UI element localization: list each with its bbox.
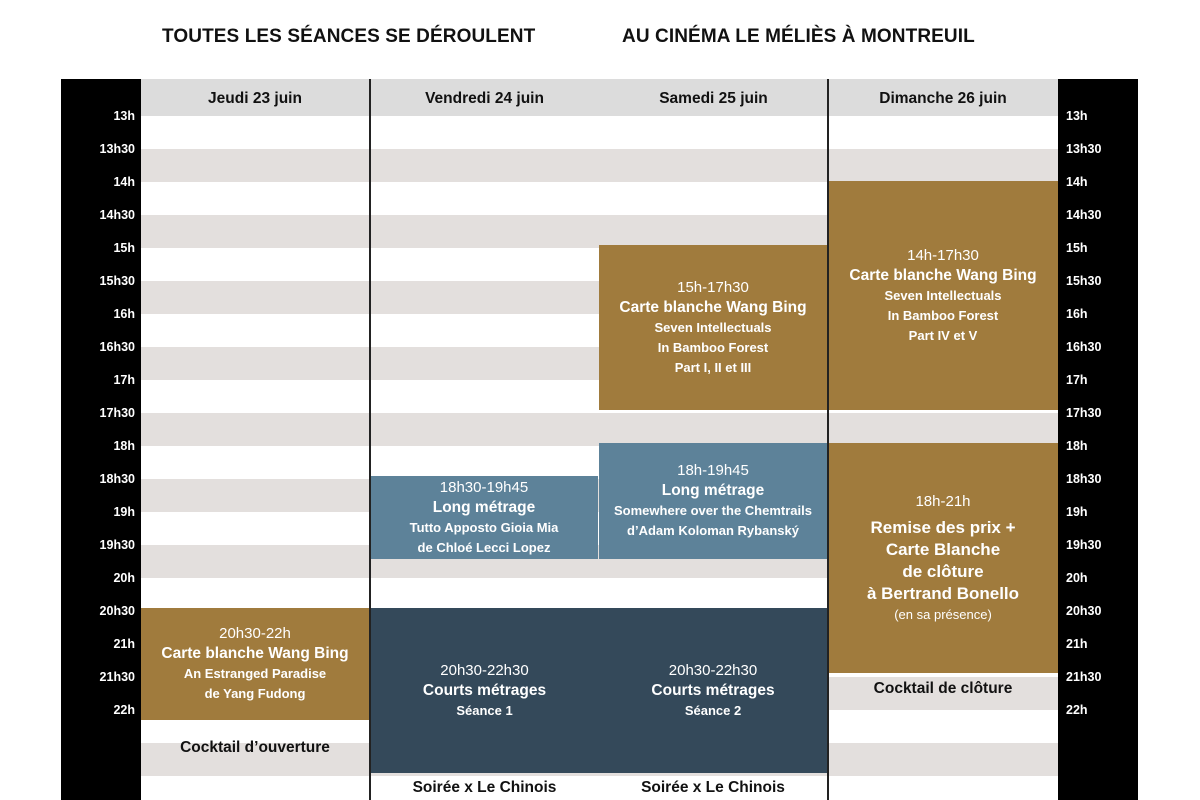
heading-right: AU CINÉMA LE MÉLIÈS À MONTREUIL [622, 26, 975, 47]
event-title: In Bamboo Forest [887, 307, 999, 323]
event-category: Carte blanche Wang Bing [849, 266, 1037, 284]
row-stripe [141, 116, 1058, 149]
time-label: 18h [113, 439, 135, 453]
event-saturday-soiree[interactable]: Soirée x Le Chinois [641, 779, 785, 796]
event-category: Long métrage [432, 498, 536, 516]
time-label: 21h [113, 637, 135, 651]
time-label: 16h30 [1066, 340, 1102, 354]
day-header-sunday: Dimanche 26 juin [828, 79, 1058, 116]
time-label: 22h [113, 703, 135, 717]
time-label: 20h30 [1066, 604, 1102, 618]
schedule-grid [141, 79, 1058, 800]
event-sunday-cocktail[interactable]: Cocktail de clôture [873, 680, 1013, 697]
column-divider [369, 79, 371, 800]
heading-left: TOUTES LES SÉANCES SE DÉROULENT [162, 26, 536, 47]
time-label: 14h30 [1066, 208, 1102, 222]
event-title: Seven Intellectuals [654, 319, 772, 335]
time-label: 17h30 [1066, 406, 1102, 420]
event-time: 20h30-22h30 [440, 661, 529, 679]
event-title: Remise des prix + [870, 518, 1016, 537]
time-label: 16h30 [99, 340, 135, 354]
event-part: Part I, II et III [674, 359, 752, 375]
event-category: Long métrage [661, 482, 765, 499]
event-thursday-cocktail[interactable]: Cocktail d’ouverture [180, 739, 330, 756]
event-director: de Chloé Lecci Lopez [417, 539, 551, 555]
event-time: 20h30-22h30 [668, 661, 758, 679]
event-friday-long-metrage[interactable] [370, 476, 598, 559]
event-category: Carte blanche Wang Bing [161, 645, 349, 662]
event-title: Seven Intellectuals [884, 287, 1002, 303]
day-header-friday: Vendredi 24 juin [370, 79, 599, 116]
event-director: d’Adam Koloman Rybanský [627, 523, 799, 538]
event-session: Séance 1 [456, 702, 513, 718]
time-label: 13h30 [1066, 142, 1102, 156]
day-header-thursday: Jeudi 23 juin [141, 79, 369, 116]
event-time: 20h30-22h [219, 625, 291, 642]
event-category: Courts métrages [651, 681, 775, 699]
time-label: 14h [1066, 175, 1088, 189]
time-label: 17h [1066, 373, 1088, 387]
event-friday-saturday-courts [370, 608, 827, 773]
event-thursday-wang-bing[interactable] [141, 608, 369, 720]
time-label: 16h [1066, 307, 1088, 321]
event-title: An Estranged Paradise [183, 666, 327, 681]
event-sunday-closing[interactable] [828, 443, 1058, 673]
time-label: 19h [113, 505, 135, 519]
time-column-left [61, 79, 141, 800]
time-label: 20h [113, 571, 135, 585]
event-time: 18h-21h [915, 493, 971, 510]
time-label: 18h [1066, 439, 1088, 453]
event-guest: à Bertrand Bonello [866, 584, 1020, 603]
event-time: 15h-17h30 [677, 278, 749, 296]
event-part: Part IV et V [908, 327, 978, 343]
event-saturday-courts[interactable] [599, 661, 827, 721]
event-title: In Bamboo Forest [657, 339, 769, 355]
column-divider [827, 79, 829, 800]
event-saturday-long-metrage[interactable] [599, 443, 827, 559]
event-director: de Yang Fudong [204, 686, 306, 701]
time-label: 19h30 [1066, 538, 1102, 552]
event-saturday-wang-bing[interactable] [599, 245, 827, 410]
row-stripe [141, 149, 1058, 182]
event-title: Carte Blanche [885, 540, 1001, 559]
time-label: 19h30 [99, 538, 135, 552]
event-note: (en sa présence) [894, 607, 992, 622]
time-label: 20h [1066, 571, 1088, 585]
event-category: Carte blanche Wang Bing [619, 298, 807, 316]
time-label: 20h30 [99, 604, 135, 618]
time-label: 21h30 [99, 670, 135, 684]
time-label: 19h [1066, 505, 1088, 519]
time-label: 13h30 [99, 142, 135, 156]
event-time: 14h-17h30 [907, 246, 979, 264]
time-label: 17h [113, 373, 135, 387]
time-column-right [1058, 79, 1138, 800]
time-label: 15h30 [1066, 274, 1102, 288]
time-label: 22h [1066, 703, 1088, 717]
event-friday-courts[interactable] [370, 661, 599, 721]
time-label: 13h [113, 109, 135, 123]
time-label: 18h30 [99, 472, 135, 486]
time-label: 21h [1066, 637, 1088, 651]
row-stripe [141, 413, 1058, 446]
event-category: Courts métrages [422, 681, 547, 699]
event-title: de clôture [902, 562, 984, 581]
day-header-saturday: Samedi 25 juin [599, 79, 828, 116]
time-label: 15h [1066, 241, 1088, 255]
event-friday-soiree[interactable]: Soirée x Le Chinois [412, 779, 557, 796]
time-label: 14h [113, 175, 135, 189]
time-label: 13h [1066, 109, 1088, 123]
time-label: 15h30 [99, 274, 135, 288]
event-session: Séance 2 [684, 702, 742, 718]
event-title: Tutto Apposto Gioia Mia [409, 519, 559, 535]
event-title: Somewhere over the Chemtrails [614, 503, 812, 518]
event-time: 18h-19h45 [677, 462, 749, 479]
event-time: 18h30-19h45 [439, 478, 529, 496]
time-label: 15h [113, 241, 135, 255]
time-label: 21h30 [1066, 670, 1102, 684]
time-label: 17h30 [99, 406, 135, 420]
time-label: 16h [113, 307, 135, 321]
event-sunday-wang-bing[interactable] [828, 181, 1058, 410]
time-label: 14h30 [99, 208, 135, 222]
time-label: 18h30 [1066, 472, 1102, 486]
